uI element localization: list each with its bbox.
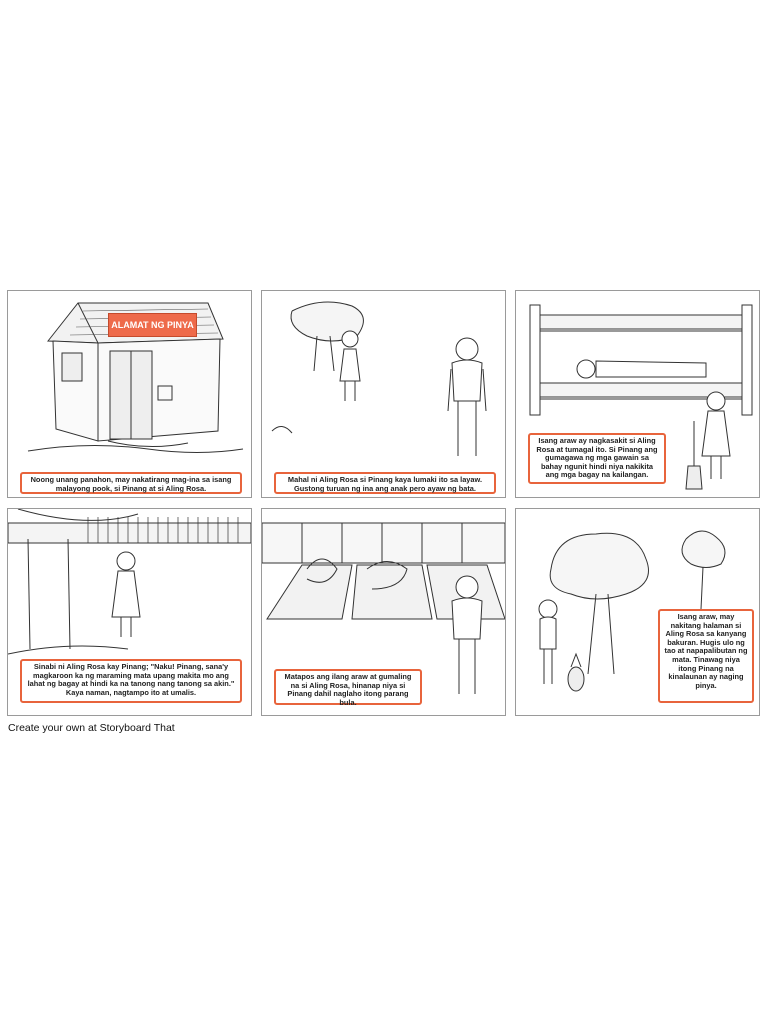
panel-3	[515, 290, 760, 498]
caption-panel-6: Isang araw, may nakitang halaman si Aling Rosa sa kanyang bakuran. Hugis ulo ng tao at napapalibutan ng mata. Tinawag niya itong Pinang na kinalaunan ay naging pinya.	[658, 609, 754, 703]
caption-panel-5: Matapos ang ilang araw at gumaling na si Aling Rosa, hinanap niya si Pinang dahil naglaho itong parang bula.	[274, 669, 422, 705]
panel-5	[261, 508, 506, 716]
footer-credit[interactable]: Create your own at Storyboard That	[8, 722, 175, 734]
caption-panel-1: Noong unang panahon, may nakatirang mag-ina sa isang malayong pook, si Pinang at si Aling Rosa.	[20, 472, 242, 494]
storyboard	[7, 290, 761, 718]
panel-4	[7, 508, 252, 716]
panel-1	[7, 290, 252, 498]
caption-panel-2: Mahal ni Aling Rosa si Pinang kaya lumaki ito sa layaw. Gustong turuan ng ina ang anak pero ayaw ng bata.	[274, 472, 496, 494]
story-title: ALAMAT NG PINYA	[108, 313, 197, 337]
caption-panel-3: Isang araw ay nagkasakit si Aling Rosa at tumagal ito. Si Pinang ang gumagawa ng mga gawain sa bahay ngunit hindi niya nakikita ang mga bagay na kailangan.	[528, 433, 666, 484]
panel-6	[515, 508, 760, 716]
panel-2	[261, 290, 506, 498]
caption-panel-4: Sinabi ni Aling Rosa kay Pinang; "Naku! Pinang, sana'y magkaroon ka ng maraming mata upang makita mo ang lahat ng bagay at hindi ka na tanong nang tanong sa akin." Kaya naman, nagtampo ito at umalis.	[20, 659, 242, 703]
tree-and-characters-illustration	[262, 291, 505, 497]
